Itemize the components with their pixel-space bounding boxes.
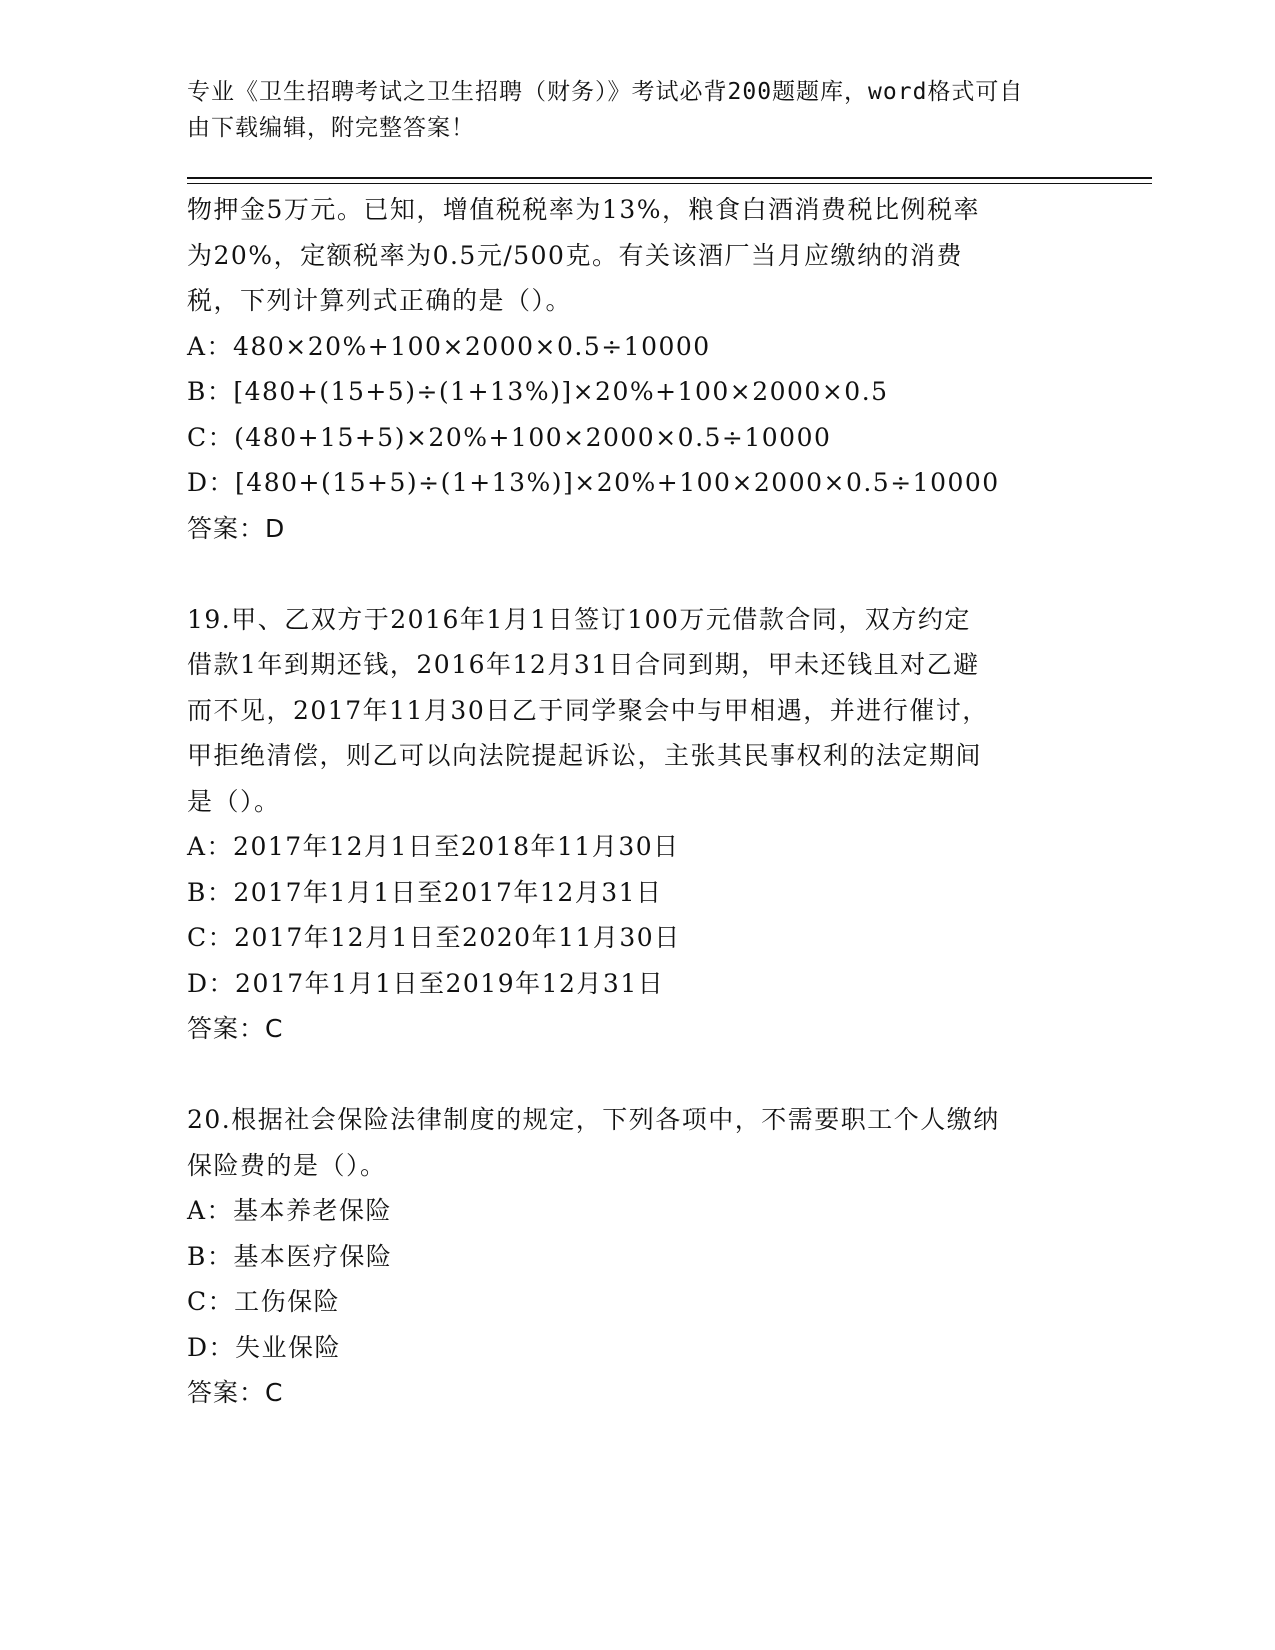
- question-stem-line: 税，下列计算列式正确的是（）。: [187, 286, 573, 315]
- option-b: B：基本医疗保险: [187, 1241, 393, 1271]
- question-stem-line: 物押金5万元。已知，增值税税率为13%，粮食白酒消费税比例税率: [187, 195, 980, 224]
- option-c: C：工伤保险: [187, 1287, 341, 1316]
- option-d: D：失业保险: [187, 1332, 342, 1362]
- question-19: [187, 597, 1082, 1052]
- question-list: [187, 187, 1082, 1416]
- question-18: [187, 187, 1082, 551]
- option-b: B：[480+(15+5)÷(1+13%)]×20%+100×2000×0.5: [187, 377, 889, 406]
- answer-line: 答案：C: [187, 1378, 284, 1407]
- option-a: A：2017年12月1日至2018年11月30日: [187, 832, 680, 861]
- question-stem-line: 保险费的是（）。: [187, 1150, 387, 1180]
- option-d: D：2017年1月1日至2019年12月31日: [187, 968, 665, 998]
- document-header: [187, 74, 1067, 146]
- option-b: B：2017年1月1日至2017年12月31日: [187, 877, 663, 907]
- option-d: D：[480+(15+5)÷(1+13%)]×20%+100×2000×0.5÷10000: [187, 468, 1000, 497]
- header-line-1: 专业《卫生招聘考试之卫生招聘（财务）》考试必背200题题库，word格式可自: [187, 79, 1024, 105]
- question-stem-line: 甲拒绝清偿，则乙可以向法院提起诉讼，主张其民事权利的法定期间: [187, 741, 983, 770]
- answer-line: 答案：C: [187, 1014, 284, 1043]
- question-stem-line: 是（）。: [187, 786, 281, 816]
- question-spacer: [187, 1052, 1082, 1098]
- question-stem-line: 为20%，定额税率为0.5元/500克。有关该酒厂当月应缴纳的消费: [187, 240, 963, 270]
- answer-line: 答案：D: [187, 513, 286, 543]
- option-c: C：2017年12月1日至2020年11月30日: [187, 923, 681, 952]
- option-c: C：(480+15+5)×20%+100×2000×0.5÷10000: [187, 422, 832, 452]
- option-a: A：480×20%+100×2000×0.5÷10000: [187, 331, 711, 361]
- header-divider-thin: [187, 183, 1152, 184]
- question-stem-line: 19.甲、乙双方于2016年1月1日签订100万元借款合同，双方约定: [187, 604, 971, 634]
- option-a: A：基本养老保险: [187, 1196, 393, 1225]
- question-spacer: [187, 551, 1082, 597]
- header-line-2: 由下载编辑，附完整答案！: [187, 115, 475, 141]
- question-stem-line: 20.根据社会保险法律制度的规定，下列各项中，不需要职工个人缴纳: [187, 1105, 1000, 1134]
- header-divider-thick: [187, 177, 1152, 179]
- question-20: [187, 1097, 1082, 1416]
- question-stem-line: 而不见，2017年11月30日乙于同学聚会中与甲相遇，并进行催讨，: [187, 695, 989, 725]
- question-stem-line: 借款1年到期还钱，2016年12月31日合同到期，甲未还钱且对乙避: [187, 650, 980, 679]
